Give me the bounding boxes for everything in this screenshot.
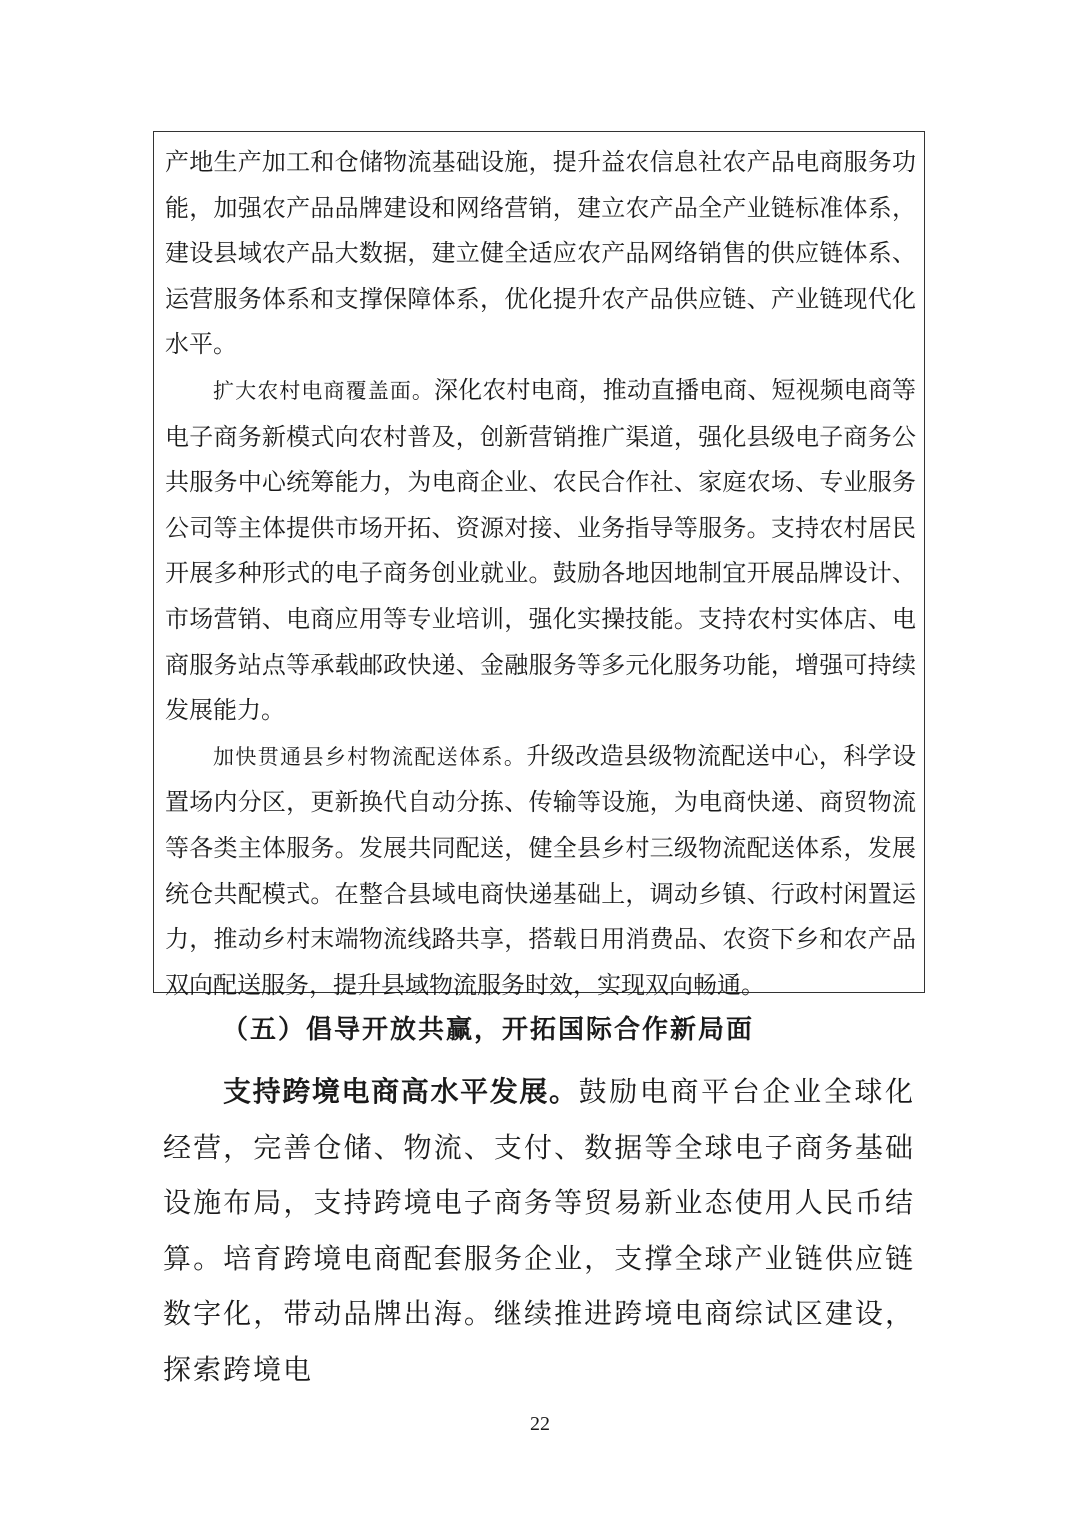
box-paragraph-2-text: 深化农村电商，推动直播电商、短视频电商等电子商务新模式向农村普及，创新营销推广渠道，强化县级电子商务公共服务中心统筹能力，为电商企业、农民合作社、家庭农场、专业服务公司等主体提供市场开拓、资源对接、业务指导等服务。支持农村居民开展多种形式的电子商务创业就业。鼓励各地因地制宜开展品牌设计、市场营销、电商应用等专业培训，强化实操技能。支持农村实体店、电商服务站点等承载邮政快递、金融服务等多元化服务功能，增强可持续发展能力。 (165, 375, 917, 725)
body-paragraph (163, 1064, 915, 1397)
box-paragraph-2 (165, 368, 916, 734)
box-paragraph-2-heading: 扩大农村电商覆盖面。 (213, 378, 435, 403)
section-heading: （五）倡导开放共赢，开拓国际合作新局面 (222, 1015, 755, 1045)
boxed-text-panel (153, 131, 925, 999)
page-number: 22 (530, 1413, 550, 1435)
box-paragraph-1-text: 产地生产加工和仓储物流基础设施，提升益农信息社农产品电商服务功能，加强农产品品牌建设和网络营销，建立农产品全产业链标准体系，建设县域农产品大数据，建立健全适应农产品网络销售的供应链体系、运营服务体系和支撑保障体系，优化提升农产品供应链、产业链现代化水平。 (165, 148, 916, 359)
box-paragraph-1 (165, 140, 916, 368)
box-paragraph-3-heading: 加快贯通县乡村物流配送体系。 (213, 744, 527, 769)
box-paragraph-3 (165, 734, 916, 1009)
body-paragraph-heading: 支持跨境电商高水平发展。 (223, 1075, 579, 1108)
body-paragraph-text: 鼓励电商平台企业全球化经营，完善仓储、物流、支付、数据等全球电子商务基础设施布局，支持跨境电子商务等贸易新业态使用人民币结算。培育跨境电商配套服务企业，支撑全球产业链供应链数字化，带动品牌出海。继续推进跨境电商综试区建设，探索跨境电 (163, 1075, 915, 1386)
box-paragraph-3-text: 升级改造县级物流配送中心，科学设置场内分区，更新换代自动分拣、传输等设施，为电商快递、商贸物流等各类主体服务。发展共同配送，健全县乡村三级物流配送体系，发展统仓共配模式。在整合县域电商快递基础上，调动乡镇、行政村闲置运力，推动乡村末端物流线路共享，搭载日用消费品、农资下乡和农产品双向配送服务，提升县域物流服务时效，实现双向畅通。 (165, 741, 917, 999)
